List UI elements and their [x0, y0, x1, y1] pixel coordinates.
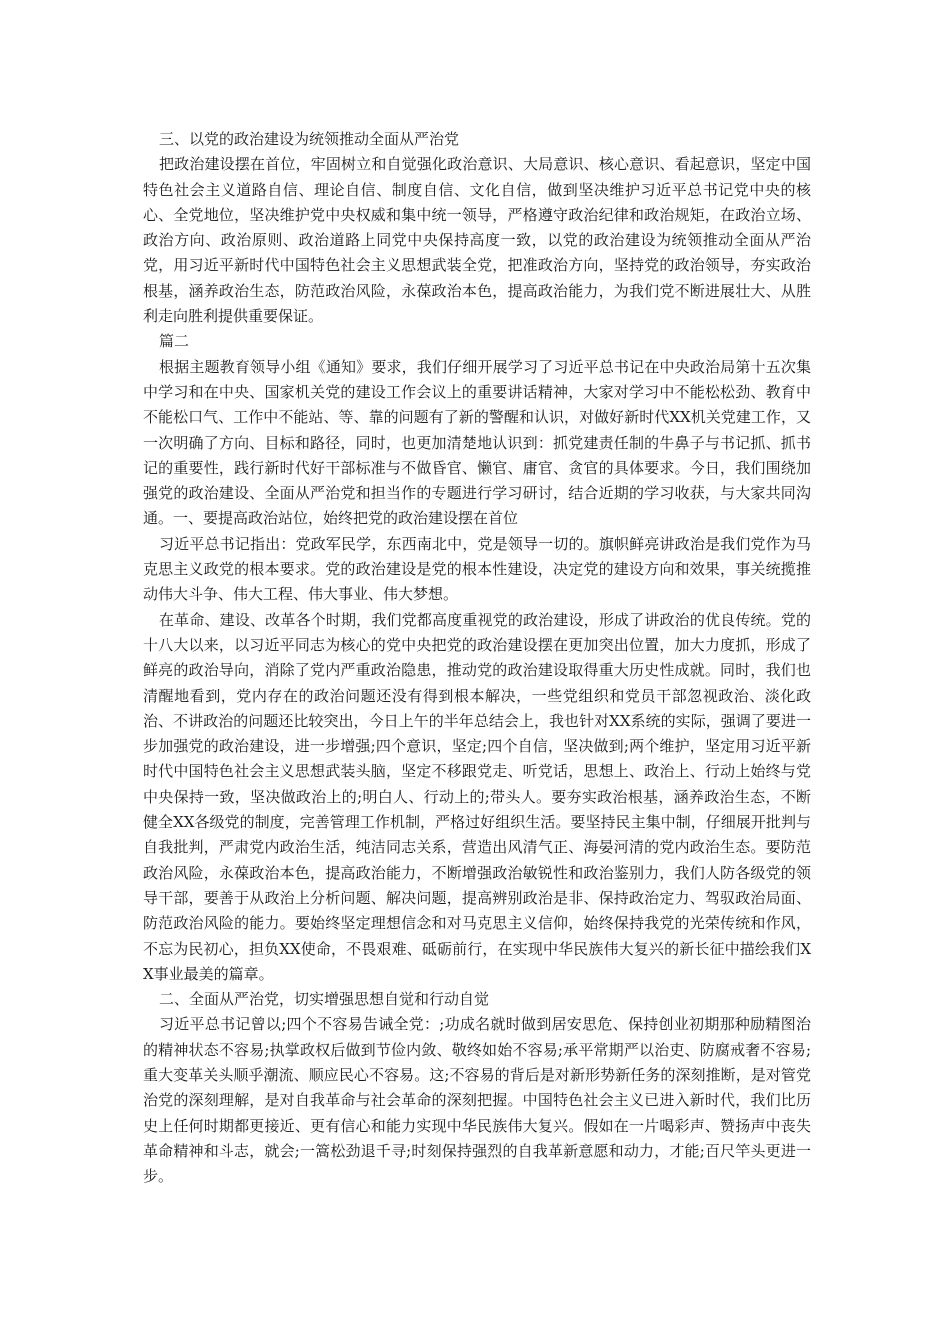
body-paragraph: 根据主题教育领导小组《通知》要求，我们仔细开展学习了习近平总书记在中央政治局第十五次集中学习和在中央、国家机关党的建设工作会议上的重要讲话精神，大家对学习中不能松松劲、教育中不能松口气、工作中不能站、等、靠的问题有了新的警醒和认识，对做好新时代XX机关党建工作，又一次明确了方向、目标和路径，同时，也更加清楚地认识到：抓党建责任制的牛鼻子与书记抓、抓书记的重要性，践行新时代好干部标准与不做昏官、懒官、庸官、贪官的具体要求。今日，我们围绕加强党的政治建设、全面从严治党和担当作的专题进行学习研讨，结合近期的学习收获，与大家共同沟通。一、要提高政治站位，始终把党的政治建设摆在首位	[143, 357, 811, 528]
section-heading: 篇二	[159, 332, 190, 351]
body-paragraph: 习近平总书记曾以;四个不容易告诫全党：;功成名就时做到居安思危、保持创业初期那种励精图治的精神状态不容易;执掌政权后做到节俭内敛、敬终如始不容易;承平常期严以治吏、防腐戒奢不容易;重大变革关头顺乎潮流、顺应民心不容易。这;不容易的背后是对新形势新任务的深刻推断，是对管党治党的深刻理解，是对自我革命与社会革命的深刻把握。中国特色社会主义已进入新时代，我们比历史上任何时期都更接近、更有信心和能力实现中华民族伟大复兴。假如在一片喝彩声、赞扬声中丧失革命精神和斗志，就会;一篙松劲退千寻;时刻保持强烈的自我革新意愿和动力，才能;百尺竿头更进一步。	[143, 1015, 811, 1186]
body-paragraph: 把政治建设摆在首位，牢固树立和自觉强化政治意识、大局意识、核心意识、看起意识，坚定中国特色社会主义道路自信、理论自信、制度自信、文化自信，做到坚决维护习近平总书记党中央的核心、全党地位，坚决维护党中央权威和集中统一领导，严格遵守政治纪律和政治规矩，在政治立场、政治方向、政治原则、政治道路上同党中央保持高度一致，以党的政治建设为统领推动全面从严治党，用习近平新时代中国特色社会主义思想武装全党，把准政治方向，坚持党的政治领导，夯实政治根基，涵养政治生态，防范政治风险，永葆政治本色，提高政治能力，为我们党不断进展壮大、从胜利走向胜利提供重要保证。	[143, 155, 811, 326]
body-paragraph: 习近平总书记指出：党政军民学，东西南北中，党是领导一切的。旗帜鲜亮讲政治是我们党作为马克思主义政党的根本要求。党的政治建设是党的根本性建设，决定党的建设方向和效果，事关统揽推动伟大斗争、伟大工程、伟大事业、伟大梦想。	[143, 534, 811, 604]
document-page	[143, 127, 811, 1189]
body-paragraph: 在革命、建设、改革各个时期，我们党都高度重视党的政治建设，形成了讲政治的优良传统。党的十八大以来，以习近平同志为核心的党中央把党的政治建设摆在更加突出位置，加大力度抓，形成了鲜亮的政治导向，消除了党内严重政治隐患，推动党的政治建设取得重大历史性成就。同时，我们也清醒地看到，党内存在的政治问题还没有得到根本解决，一些党组织和党员干部忽视政治、淡化政治、不讲政治的问题还比较突出，今日上午的半年总结会上，我也针对XX系统的实际，强调了要进一步加强党的政治建设，进一步增强;四个意识，坚定;四个自信，坚决做到;两个维护，坚定用习近平新时代中国特色社会主义思想武装头脑，坚定不移跟党走、听党话，思想上、政治上、行动上始终与党中央保持一致，坚决做政治上的;明白人、行动上的;带头人。要夯实政治根基，涵养政治生态，不断健全XX各级党的制度，完善管理工作机制，严格过好组织生活。要坚持民主集中制，仔细展开批判与自我批判，严肃党内政治生活，纯洁同志关系，营造出风清气正、海晏河清的党内政治生态。要防范政治风险，永葆政治本色，提高政治能力，不断增强政治敏锐性和政治鉴别力，我们人防各级党的领导干部，要善于从政治上分析问题、解决问题，提高辨别政治是非、保持政治定力、驾驭政治局面、防范政治风险的能力。要始终坚定理想信念和对马克思主义信仰，始终保持我党的光荣传统和作风，不忘为民初心，担负XX使命，不畏艰难、砥砺前行，在实现中华民族伟大复兴的新长征中描绘我们XX事业最美的篇章。	[143, 610, 811, 983]
section-heading: 二、全面从严治党，切实增强思想自觉和行动自觉	[159, 990, 490, 1009]
section-heading: 三、以党的政治建设为统领推动全面从严治党	[159, 130, 460, 148]
